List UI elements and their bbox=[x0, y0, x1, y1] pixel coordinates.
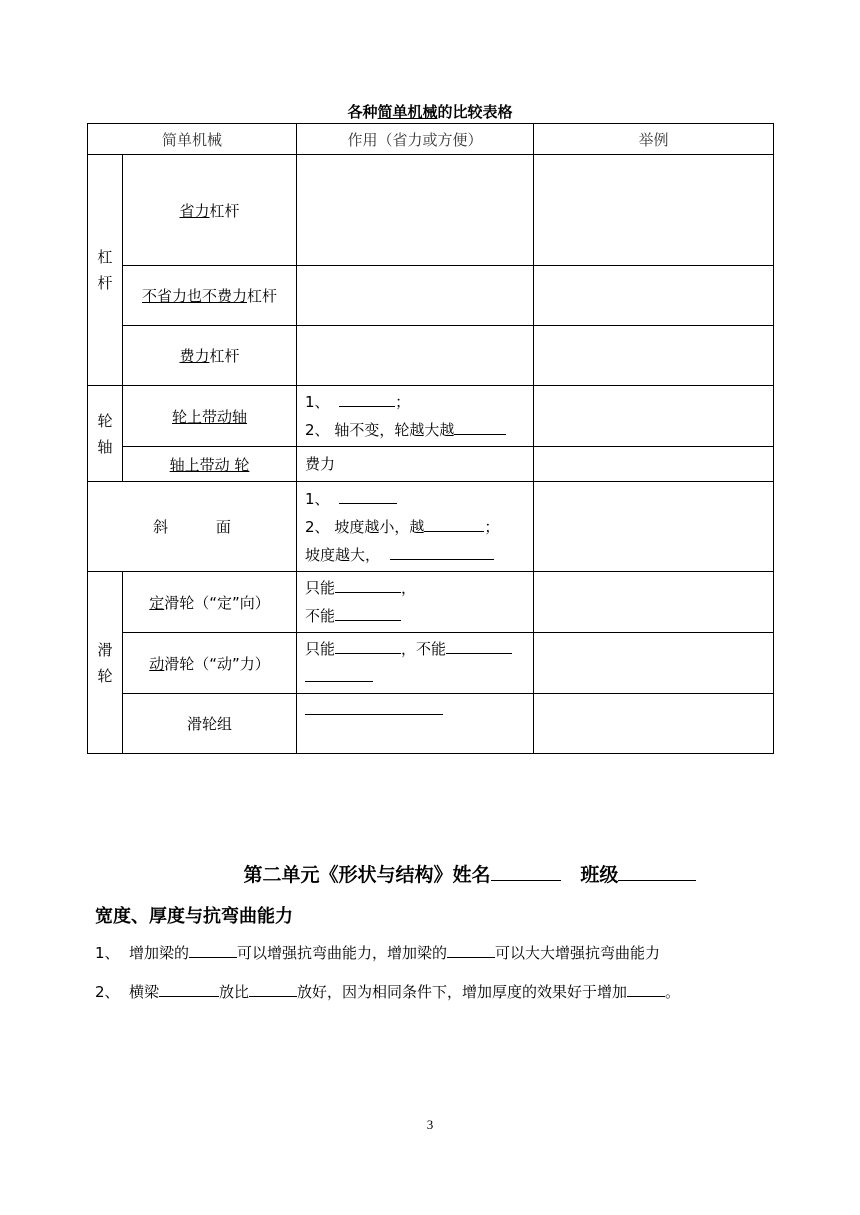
section-heading: 宽度、厚度与抗弯曲能力 bbox=[95, 906, 293, 927]
effect-cell: 只能 ， 不能 bbox=[297, 572, 534, 633]
header-machine: 简单机械 bbox=[88, 124, 297, 155]
pulley-type-fixed: 定滑轮（“定”向） bbox=[123, 572, 297, 633]
example-cell bbox=[534, 386, 774, 447]
incline-label: 斜 面 bbox=[88, 482, 297, 572]
table-row bbox=[88, 386, 774, 447]
answer-blank[interactable] bbox=[159, 979, 219, 997]
table-title-pre: 各种 bbox=[347, 103, 378, 121]
answer-blank[interactable] bbox=[339, 486, 397, 504]
answer-blank[interactable] bbox=[390, 542, 494, 560]
example-cell bbox=[534, 482, 774, 572]
example-cell bbox=[534, 326, 774, 386]
effect-cell bbox=[297, 326, 534, 386]
lever-group-label: 杠 杆 bbox=[88, 155, 123, 386]
answer-blank[interactable] bbox=[424, 514, 484, 532]
answer-blank[interactable] bbox=[447, 940, 495, 958]
effect-cell: 只能 ，不能 bbox=[297, 633, 534, 694]
table-row bbox=[88, 482, 774, 572]
answer-blank[interactable] bbox=[305, 697, 443, 715]
answer-blank[interactable] bbox=[335, 603, 401, 621]
answer-blank[interactable] bbox=[249, 979, 297, 997]
header-example: 举例 bbox=[534, 124, 774, 155]
example-cell bbox=[534, 633, 774, 694]
lever-type-3: 费力杠杆 bbox=[123, 326, 297, 386]
example-cell bbox=[534, 572, 774, 633]
example-cell bbox=[534, 694, 774, 754]
answer-blank[interactable] bbox=[627, 979, 665, 997]
table-title-underlined: 简单机械 bbox=[377, 103, 438, 121]
table-row bbox=[88, 447, 774, 482]
lever-type-1: 省力杠杆 bbox=[123, 155, 297, 266]
table-row bbox=[88, 266, 774, 326]
table-row bbox=[88, 633, 774, 694]
lever-type-2: 不省力也不费力杠杆 bbox=[123, 266, 297, 326]
page-number: 3 bbox=[426, 1117, 434, 1132]
answer-blank[interactable] bbox=[339, 389, 395, 407]
question-2: 2、 横梁 放比 放好，因为相同条件下，增加厚度的效果好于增加 。 bbox=[95, 979, 680, 1002]
wheel-axle-group-label: 轮 轴 bbox=[88, 386, 123, 482]
pulley-type-group: 滑轮组 bbox=[123, 694, 297, 754]
comparison-table bbox=[87, 123, 774, 754]
answer-blank[interactable] bbox=[305, 664, 373, 682]
answer-blank[interactable] bbox=[335, 636, 401, 654]
answer-blank[interactable] bbox=[454, 417, 506, 435]
question-1: 1、 增加梁的 可以增强抗弯曲能力，增加梁的 可以大大增强抗弯曲能力 bbox=[95, 940, 660, 963]
effect-cell: 1、 2、 坡度越小，越 ； 坡度越大， bbox=[297, 482, 534, 572]
effect-cell bbox=[297, 694, 534, 754]
example-cell bbox=[534, 447, 774, 482]
answer-blank[interactable] bbox=[446, 636, 512, 654]
pulley-type-movable: 动滑轮（“动”力） bbox=[123, 633, 297, 694]
example-cell bbox=[534, 266, 774, 326]
effect-cell bbox=[297, 155, 534, 266]
wheel-axle-type-1: 轮上带动轴 bbox=[123, 386, 297, 447]
example-cell bbox=[534, 155, 774, 266]
header-effect: 作用（省力或方便） bbox=[297, 124, 534, 155]
table-title bbox=[0, 101, 860, 122]
wheel-axle-type-2: 轴上带动 轮 bbox=[123, 447, 297, 482]
table-row bbox=[88, 572, 774, 633]
effect-cell: 费力 bbox=[297, 447, 534, 482]
table-title-post: 的比较表格 bbox=[437, 103, 513, 121]
table-row bbox=[88, 155, 774, 266]
name-blank[interactable] bbox=[491, 863, 561, 881]
effect-cell bbox=[297, 266, 534, 326]
pulley-group-label: 滑 轮 bbox=[88, 572, 123, 754]
effect-cell: 1、 ； 2、 轴不变，轮越大越 bbox=[297, 386, 534, 447]
table-row bbox=[88, 326, 774, 386]
class-blank[interactable] bbox=[618, 863, 696, 881]
answer-blank[interactable] bbox=[189, 940, 237, 958]
table-row bbox=[88, 694, 774, 754]
unit-title: 第二单元《形状与结构》姓名 班级 bbox=[0, 860, 860, 887]
answer-blank[interactable] bbox=[335, 575, 401, 593]
header-row bbox=[88, 124, 774, 155]
